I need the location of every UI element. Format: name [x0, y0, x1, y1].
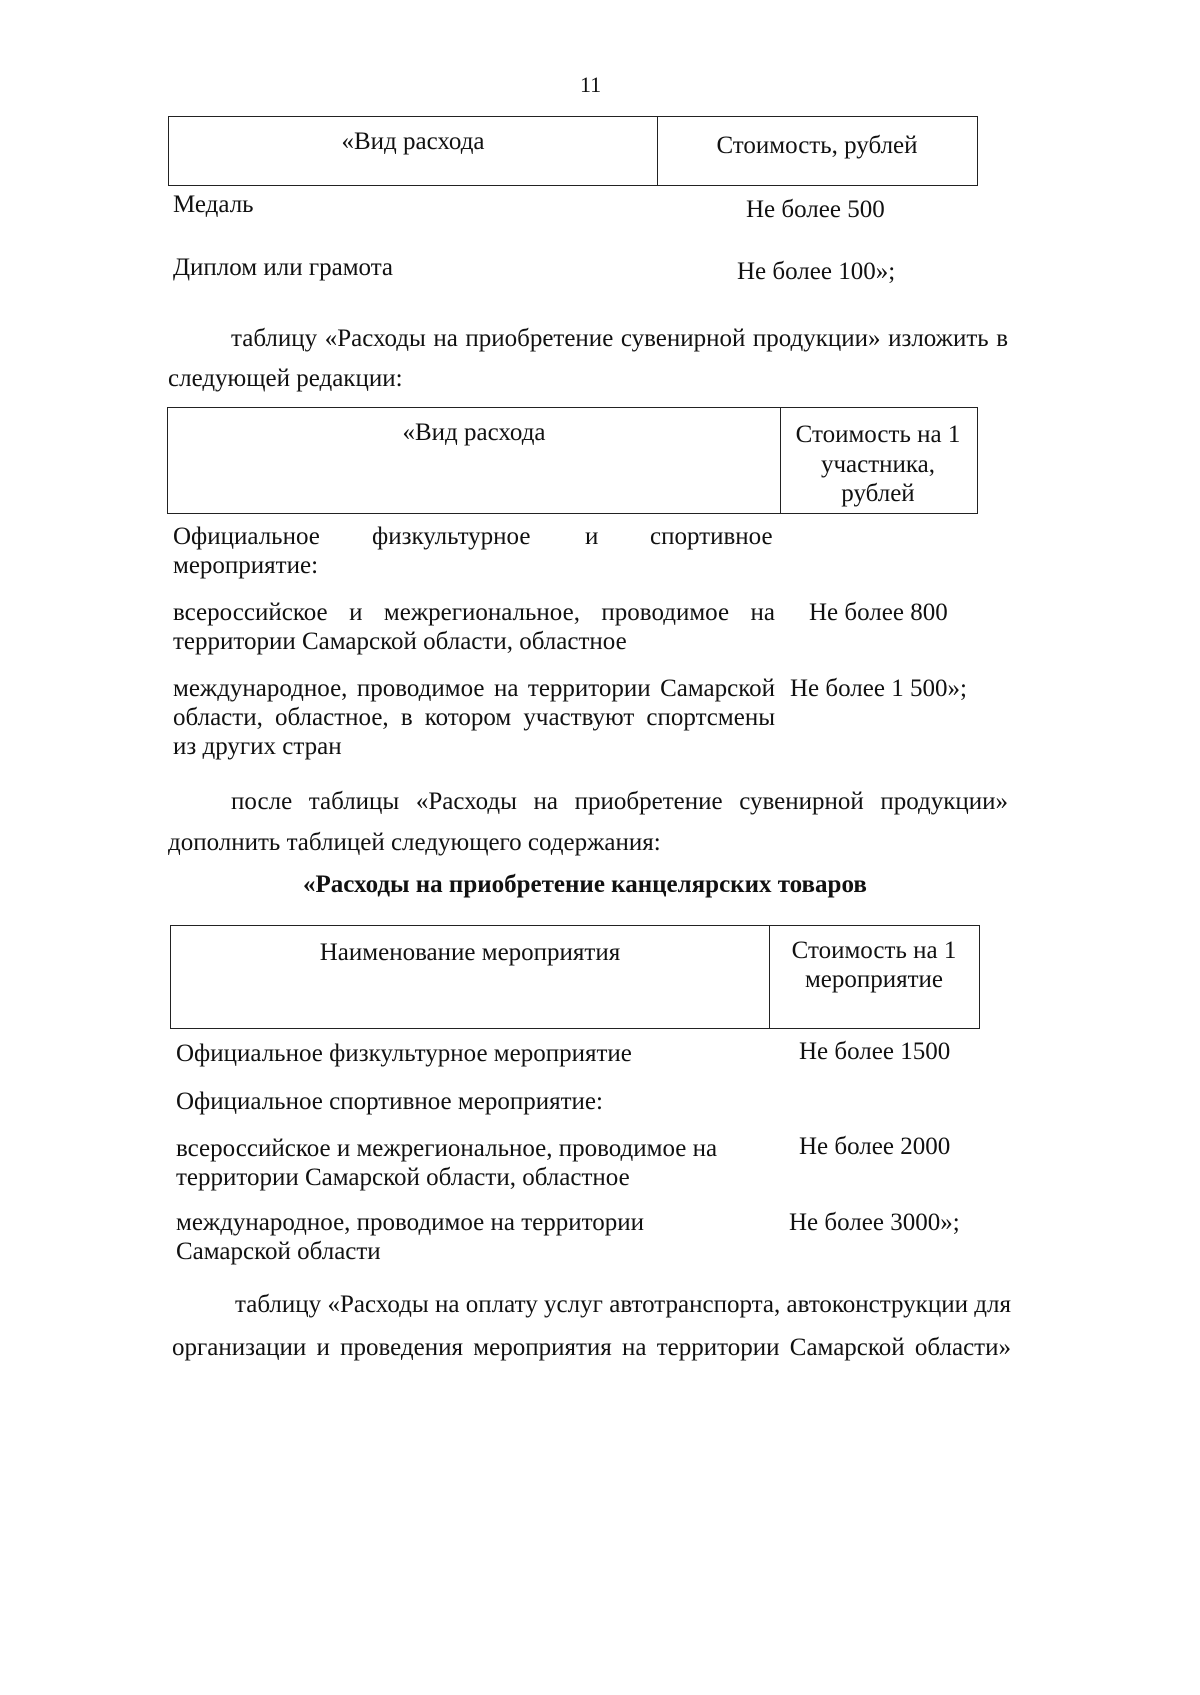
table3-row-text: всероссийское и межрегиональное, проводимое на	[176, 1135, 718, 1162]
table1-row-name: Диплом или грамота	[173, 254, 394, 281]
table2-header-col2-line1: Стоимость на 1	[795, 421, 961, 448]
paragraph3-line1: таблицу «Расходы на оплату услуг автотранспорта, автоконструкции для	[235, 1291, 1011, 1318]
table2-row-text: области, областное, в котором участвуют спортсмены	[173, 704, 775, 731]
table3-row-text: Официальное спортивное мероприятие:	[176, 1088, 603, 1115]
paragraph2-line2: дополнить таблицей следующего содержания:	[168, 829, 661, 856]
table2-group-word: физкультурное	[372, 523, 531, 550]
table2-header-col2-line3: рублей	[841, 480, 915, 507]
table2-header-col2-line2: участника,	[820, 451, 936, 478]
table1-header	[168, 116, 978, 186]
table3-row-text: международное, проводимое на территории	[176, 1209, 645, 1236]
table3-row-text: территории Самарской области, областное	[176, 1164, 630, 1191]
table1-row-name: Медаль	[173, 191, 254, 218]
table2-group-word: Официальное	[173, 523, 320, 550]
table3-header-col2-line2: мероприятие	[804, 966, 944, 993]
table2-group-word: спортивное	[650, 523, 773, 550]
table2-row-text: территории Самарской области, областное	[173, 628, 627, 655]
table2-row-text: международное, проводимое на территории Самарской	[173, 675, 775, 702]
table3-row-value: Не более 3000»;	[789, 1209, 960, 1236]
table2-group-word: и	[585, 523, 599, 550]
table1-row-value: Не более 500	[746, 196, 885, 223]
table3-row-value: Не более 1500	[799, 1038, 951, 1065]
table2-group-title-line2: мероприятие:	[173, 552, 319, 579]
table3-header	[170, 925, 980, 1029]
table1-row-value: Не более 100»;	[737, 258, 896, 285]
paragraph1-line2: следующей редакции:	[168, 365, 403, 392]
table3-row-text: Самарской области	[176, 1238, 381, 1265]
table2-row-value: Не более 1 500»;	[790, 675, 967, 702]
table1-header-col2: Стоимость, рублей	[716, 132, 918, 159]
table3-header-col2-line1: Стоимость на 1	[791, 937, 957, 964]
table2-row-text: из других стран	[173, 733, 342, 760]
page-number: 11	[580, 72, 602, 97]
table2-header	[167, 407, 978, 514]
table3-row-text: Официальное физкультурное мероприятие	[176, 1040, 632, 1067]
table2-header-col1: «Вид расхода	[402, 419, 546, 446]
paragraph2-line1: после таблицы «Расходы на приобретение сувенирной продукции»	[231, 788, 1008, 815]
table1-header-col1: «Вид расхода	[341, 128, 485, 155]
table3-header-col1: Наименование мероприятия	[319, 939, 621, 966]
table3-title: «Расходы на приобретение канцелярских товаров	[303, 871, 867, 898]
paragraph3-line2: организации и проведения мероприятия на территории Самарской области»	[172, 1334, 1011, 1361]
paragraph1-line1: таблицу «Расходы на приобретение сувенирной продукции» изложить в	[231, 325, 1008, 352]
table2-row-value: Не более 800	[809, 599, 948, 626]
table3-row-value: Не более 2000	[799, 1133, 951, 1160]
table2-row-text: всероссийское и межрегиональное, проводимое на	[173, 599, 775, 626]
